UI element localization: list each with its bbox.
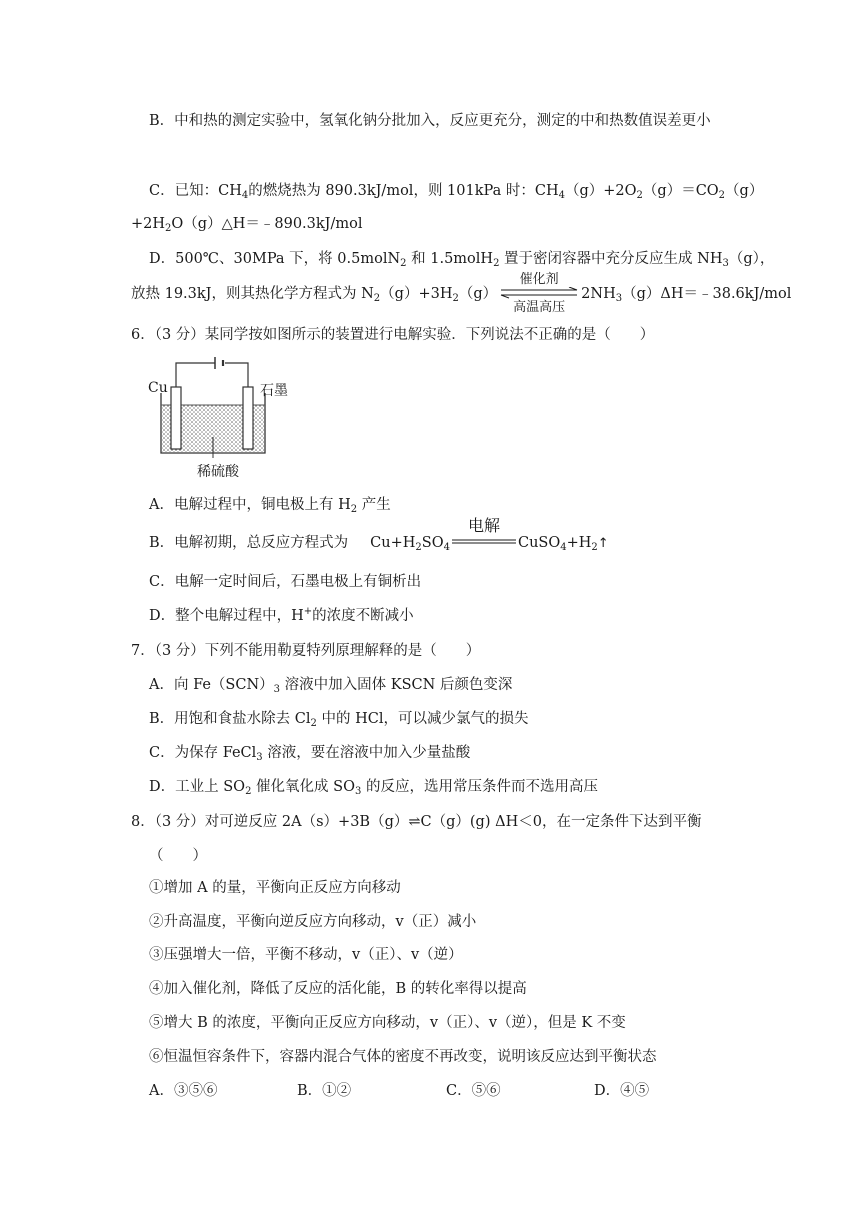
text: C．已知：CH: [149, 183, 242, 199]
subscript: 2: [245, 786, 252, 797]
text: （g），: [728, 251, 775, 267]
subscript: 2: [373, 293, 381, 304]
text: CuSO: [517, 535, 561, 551]
subscript: 2: [493, 258, 500, 269]
q5-option-c-line2: [131, 214, 362, 234]
gas-arrow-icon: ↑: [597, 536, 609, 551]
subscript: 4: [241, 190, 249, 201]
q5-option-b: B．中和热的测定实验中，氢氧化钠分批加入，反应更充分，测定的中和热数值误差更小: [149, 113, 711, 129]
text: （g）＝CO: [642, 183, 719, 199]
equals-arrow-icon: [452, 538, 516, 546]
q6-option-a: [149, 495, 391, 515]
q8-statement-2: ②升高温度，平衡向逆反应方向移动，v（正）减小: [149, 914, 477, 930]
subscript: 2: [310, 718, 317, 729]
text: 的燃烧热为 890.3kJ/mol，则 101kPa 时：CH: [248, 183, 559, 199]
text: B．用饱和食盐水除去 Cl: [149, 711, 311, 727]
subscript: 3: [273, 684, 281, 695]
q5-option-d-line2: [131, 272, 792, 315]
subscript: 3: [256, 752, 263, 763]
text: C．为保存 FeCl: [149, 745, 257, 761]
subscript: 3: [722, 258, 729, 269]
q8-choice-a[interactable]: A．③⑤⑥: [149, 1083, 218, 1099]
condition-bottom: 高温高压: [513, 300, 566, 315]
text: +H: [566, 535, 592, 551]
subscript: 4: [558, 190, 565, 201]
q8-choice-b[interactable]: B．①②: [297, 1083, 352, 1099]
text: SO: [421, 535, 444, 551]
text: B．电解初期，总反应方程式为: [149, 535, 349, 551]
subscript: 2: [636, 190, 643, 201]
text: 的反应，选用常压条件而不选用高压: [361, 779, 598, 795]
q8-statement-1: ①增加 A 的量，平衡向正反应方向移动: [149, 880, 401, 896]
subscript: 2: [718, 190, 726, 201]
q7-option-a: [149, 675, 512, 695]
text: 放热 19.3kJ，则其热化学方程式为 N: [131, 286, 374, 302]
electrolysis-diagram: [147, 353, 307, 485]
text: O（g）△H＝﹣890.3kJ/mol: [171, 216, 363, 232]
text: D．工业上 SO: [149, 779, 246, 795]
text: 溶液中加入固体 KSCN 后颜色变深: [280, 677, 513, 693]
q5-option-c: [149, 181, 763, 201]
q8-choice-c[interactable]: C．⑤⑥: [446, 1083, 501, 1099]
q8-choice-d[interactable]: D．④⑤: [594, 1083, 650, 1099]
subscript: 2: [591, 542, 598, 553]
q6-option-b: [149, 516, 609, 554]
text: （g）+3H: [380, 286, 453, 302]
q6-option-c: C．电解一定时间后，石墨电极上有铜析出: [149, 574, 422, 590]
q6-stem: 6．（3 分）某同学按如图所示的装置进行电解实验．下列说法不正确的是（ ）: [131, 327, 655, 343]
text: Cu+H: [370, 535, 416, 551]
condition-top: 催化剂: [519, 272, 559, 287]
text: （g）ΔH＝﹣38.6kJ/mol: [622, 286, 792, 302]
text: （g）: [725, 183, 764, 199]
q8-stem-cont: （ ）: [149, 848, 207, 864]
q7-stem: 7．（3 分）下列不能用勒夏特列原理解释的是（ ）: [131, 643, 481, 659]
q8-statement-4: ④加入催化剂，降低了反应的活化能，B 的转化率得以提高: [149, 981, 527, 997]
q7-option-d: [149, 777, 598, 797]
text: A．向 Fe（SCN）: [149, 677, 274, 693]
text: 溶液，要在溶液中加入少量盐酸: [262, 745, 471, 761]
subscript: 2: [452, 293, 459, 304]
cu-electrode-label: Cu: [148, 380, 168, 396]
subscript: 3: [354, 786, 362, 797]
subscript: 2: [415, 542, 422, 553]
graphite-electrode-label: 石墨: [260, 383, 288, 399]
text: +2H: [131, 216, 166, 232]
text: D．整个电解过程中，H: [149, 608, 304, 624]
subscript: 3: [615, 293, 623, 304]
electrolysis-condition: [452, 516, 516, 553]
q6-option-d: [149, 606, 414, 626]
subscript: 4: [560, 542, 567, 553]
condition-top: 电解: [467, 516, 500, 535]
text: 中的 HCl，可以减少氯气的损失: [316, 711, 529, 727]
q8-statement-6: ⑥恒温恒容条件下，容器内混合气体的密度不再改变，说明该反应达到平衡状态: [149, 1049, 657, 1065]
dilute-sulfuric-acid-label: 稀硫酸: [197, 464, 239, 480]
text: 的浓度不断减小: [312, 608, 414, 624]
q7-option-c: [149, 743, 470, 763]
text: 催化氧化成 SO: [251, 779, 355, 795]
text: A．电解过程中，铜电极上有 H: [149, 497, 351, 513]
text: 2NH: [581, 286, 616, 302]
reaction-condition: [499, 272, 579, 315]
q8-stem: 8．（3 分）对可逆反应 2A（s）+3B（g）⇌C（g）(g) ΔH＜0，在一定条件下达到平衡: [131, 814, 702, 830]
q8-statement-3: ③压强增大一倍，平衡不移动，v（正）、v（逆）: [149, 947, 463, 963]
text: 置于密闭容器中充分反应生成 NH: [499, 251, 723, 267]
subscript: 2: [400, 258, 407, 269]
text: 和 1.5molH: [406, 251, 494, 267]
text: D．500℃、30MPa 下，将 0.5molN: [149, 251, 401, 267]
superscript: +: [303, 606, 313, 617]
subscript: 4: [443, 542, 450, 553]
q5-option-d: [149, 249, 774, 269]
text: （g）+2O: [564, 183, 637, 199]
subscript: 2: [165, 223, 172, 234]
text: （g）: [458, 286, 498, 302]
subscript: 2: [350, 504, 358, 515]
q7-option-b: [149, 709, 528, 729]
q8-statement-5: ⑤增大 B 的浓度，平衡向正反应方向移动，v（正）、v（逆），但是 K 不变: [149, 1015, 626, 1031]
text: 产生: [357, 497, 391, 513]
